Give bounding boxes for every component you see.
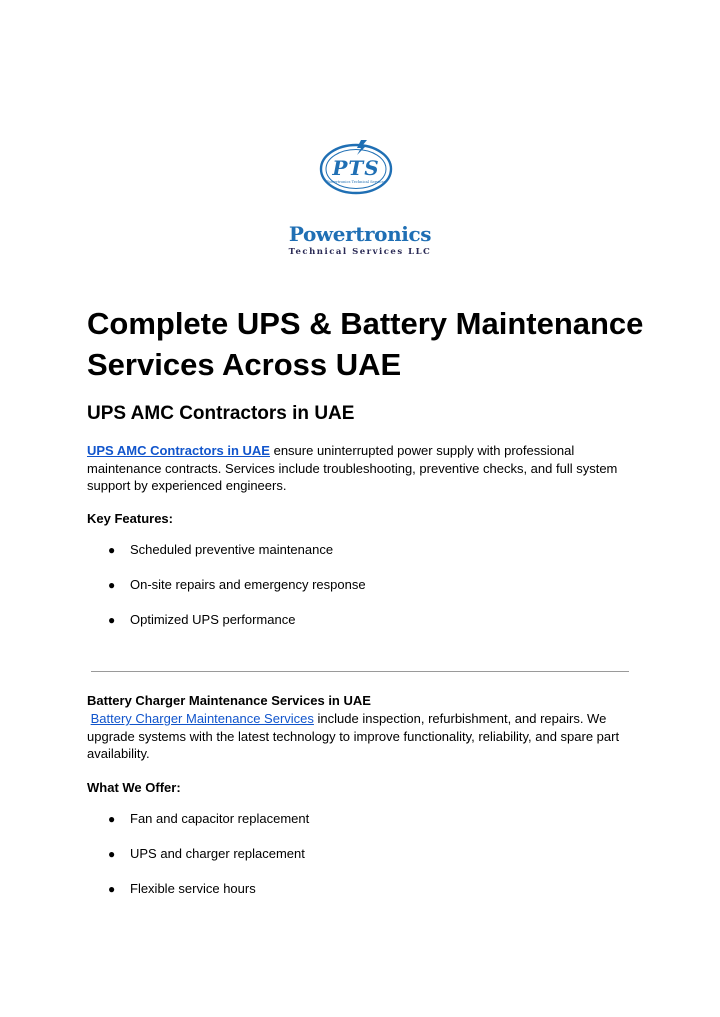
section1-heading: UPS AMC Contractors in UAE [87, 403, 355, 424]
company-logo [287, 138, 433, 262]
list-item-text: Fan and capacitor replacement [130, 811, 310, 826]
list-item-text: On-site repairs and emergency response [130, 577, 366, 592]
logo-monogram-sub: Powertronics Technical Services [326, 180, 386, 184]
section1-body-text: ensure uninterrupted power supply with professional maintenance contracts. Services include troubleshooting, preventive checks, and full system support by experienced engineers. [87, 443, 618, 493]
logo-company-subtitle: Technical Services LLC [288, 247, 432, 257]
bullet-dot-icon: ● [108, 578, 116, 592]
section2-body-text: include inspection, refurbishment, and repairs. We upgrade systems with the latest technology to improve functionality, reliability, and spare part availability. [87, 711, 620, 761]
bullet-dot-icon: ● [108, 812, 116, 826]
what-we-offer-label: What We Offer: [87, 780, 181, 795]
pts-logo-icon [317, 138, 395, 196]
list-item-text: Flexible service hours [130, 881, 256, 896]
ups-amc-link[interactable]: UPS AMC Contractors in UAE [87, 443, 270, 458]
battery-charger-link[interactable]: Battery Charger Maintenance Services [90, 711, 314, 726]
bullet-dot-icon: ● [108, 847, 116, 861]
section-divider [91, 671, 629, 672]
section2-heading: Battery Charger Maintenance Services in UAE [87, 693, 371, 708]
page-title: Complete UPS & Battery Maintenance Services Across UAE [87, 306, 644, 382]
logo-swoosh-icon [357, 140, 367, 155]
section1-paragraph [87, 442, 635, 495]
section2-paragraph [87, 710, 635, 763]
bullet-dot-icon: ● [108, 543, 116, 557]
bullet-dot-icon: ● [108, 613, 116, 627]
logo-monogram: PTS [332, 156, 380, 180]
list-item-text: Scheduled preventive maintenance [130, 542, 334, 557]
key-features-label: Key Features: [87, 511, 173, 526]
list-item-text: UPS and charger replacement [130, 846, 305, 861]
list-item-text: Optimized UPS performance [130, 612, 296, 627]
logo-company-name: Powertronics [288, 222, 432, 246]
bullet-dot-icon: ● [108, 882, 116, 896]
